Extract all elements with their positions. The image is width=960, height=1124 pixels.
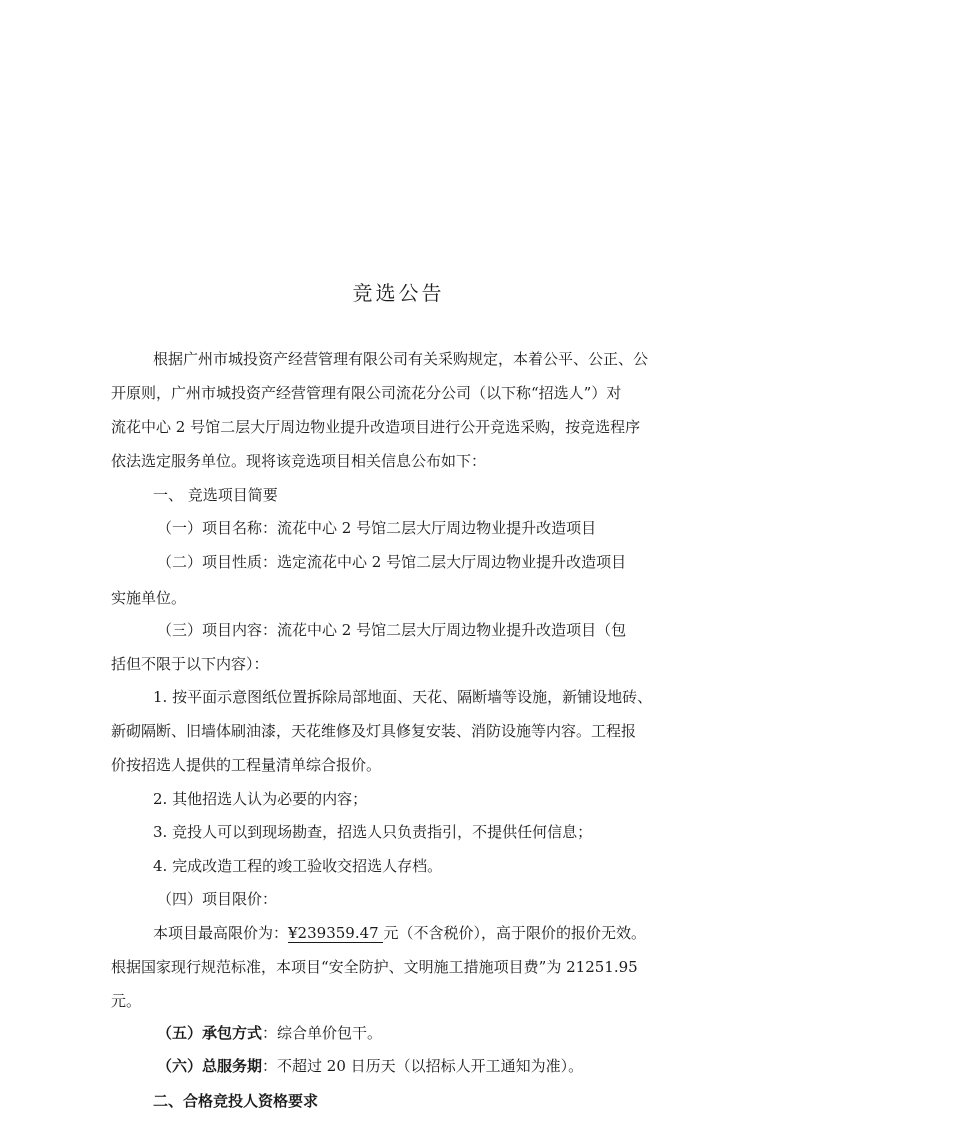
price-limit-amount: ¥239359.47 (288, 924, 384, 942)
intro-line-4: 依法选定服务单位。现将该竞选项目相关信息公布如下： (111, 452, 487, 470)
item-5-label: （五）承包方式 (157, 1024, 263, 1042)
safety-fee-line-2: 元。 (111, 992, 142, 1010)
content-3: 3. 竞投人可以到现场勘查，招选人只负责指引，不提供任何信息； (153, 823, 593, 841)
item-6-value: ：不超过 20 日历天（以招标人开工通知为准）。 (262, 1057, 584, 1075)
item-3-continuation: 括但不限于以下内容）： (111, 655, 269, 673)
intro-line-3: 流花中心 2 号馆二层大厅周边物业提升改造项目进行公开竞选采购，按竞选程序 (111, 418, 641, 436)
item-6-label: （六）总服务期 (157, 1057, 263, 1075)
section-1-heading: 一、 竞选项目简要 (153, 486, 278, 504)
item-4-price-limit: （四）项目限价： (157, 890, 278, 908)
item-5-contract-mode (157, 1022, 382, 1044)
item-6-service-period (157, 1055, 583, 1077)
document-title: 竞选公告 (352, 281, 445, 305)
item-3-project-content: （三）项目内容：流花中心 2 号馆二层大厅周边物业提升改造项目（包 (157, 621, 627, 639)
item-5-value: ：综合单价包干。 (262, 1024, 383, 1042)
content-1-line-1: 1. 按平面示意图纸位置拆除局部地面、天花、隔断墙等设施，新铺设地砖、 (153, 688, 653, 706)
price-limit-prefix: 本项目最高限价为： (153, 924, 289, 942)
content-1-line-2: 新砌隔断、旧墙体刷油漆，天花维修及灯具修复安装、消防设施等内容。工程报 (111, 722, 637, 740)
content-1-line-3: 价按招选人提供的工程量清单综合报价。 (111, 756, 382, 774)
intro-line-1: 根据广州市城投资产经营管理有限公司有关采购规定，本着公平、公正、公 (153, 350, 649, 368)
content-2: 2. 其他招选人认为必要的内容； (153, 790, 368, 808)
section-2-heading: 二、合格竞投人资格要求 (153, 1092, 319, 1110)
price-limit-suffix: 元（不含税价），高于限价的报价无效。 (383, 924, 646, 942)
price-limit-line (153, 922, 646, 944)
item-1-project-name: （一）项目名称：流花中心 2 号馆二层大厅周边物业提升改造项目 (157, 519, 597, 537)
item-2-continuation: 实施单位。 (111, 589, 187, 607)
intro-line-2: 开原则，广州市城投资产经营管理有限公司流花分公司（以下称“招选人”）对 (111, 384, 622, 402)
content-4: 4. 完成改造工程的竣工验收交招选人存档。 (153, 857, 443, 875)
item-2-project-nature: （二）项目性质：选定流花中心 2 号馆二层大厅周边物业提升改造项目 (157, 553, 627, 571)
safety-fee-line-1: 根据国家现行规范标准，本项目“安全防护、文明施工措施项目费”为 21251.95 (111, 958, 638, 976)
